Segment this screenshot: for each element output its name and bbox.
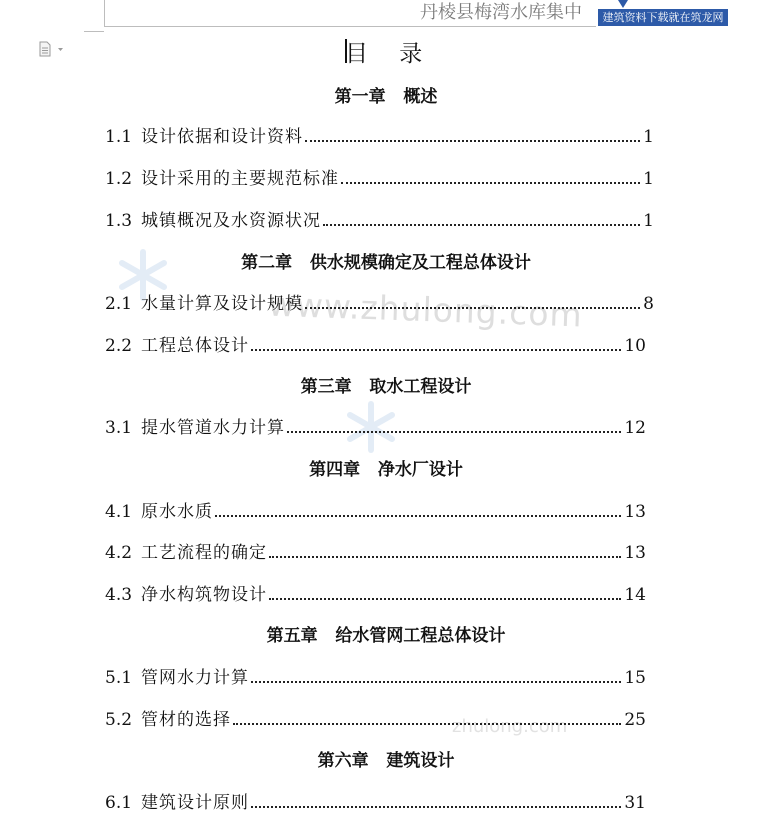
chapter-heading: 第六章 建筑设计	[317, 751, 455, 771]
toc-entry-number: 1.2	[105, 169, 133, 189]
toc-entry-page: 13	[624, 543, 646, 563]
toc-entry-title: 管网水力计算	[141, 668, 250, 688]
toc-entry[interactable]	[105, 538, 646, 562]
toc-entry-title: 设计采用的主要规范标准	[141, 169, 340, 189]
toc-entry-title: 净水构筑物设计	[141, 585, 268, 605]
chapter-heading: 第二章 供水规模确定及工程总体设计	[241, 253, 531, 273]
toc-entry-number: 2.1	[105, 294, 133, 314]
toc-entry-title: 城镇概况及水资源状况	[141, 211, 322, 231]
chapter-heading: 第三章 取水工程设计	[300, 377, 472, 397]
toc-entry-number: 2.2	[105, 336, 133, 356]
running-header: 丹棱县梅湾水库集中	[420, 2, 582, 23]
toc-entry[interactable]	[105, 413, 646, 437]
toc-entry[interactable]	[105, 788, 646, 812]
toc-entry-page: 12	[624, 418, 646, 438]
toc-entry-page: 10	[624, 336, 646, 356]
toc-dot-leader	[251, 349, 621, 351]
crop-mark-vertical	[104, 0, 105, 27]
toc-dot-leader	[269, 598, 621, 600]
toc-entry[interactable]	[105, 331, 646, 355]
toc-entry-page: 14	[624, 585, 646, 605]
logo-triangle-icon	[618, 0, 628, 8]
chapter-heading: 第五章 给水管网工程总体设计	[266, 626, 506, 646]
toc-entry-number: 1.3	[105, 211, 133, 231]
watermark-text: www.zhulong.com	[267, 284, 584, 335]
toc-entry-page: 1	[643, 211, 654, 231]
toc-entry[interactable]	[105, 206, 654, 230]
toc-entry-number: 3.1	[105, 418, 133, 438]
logo-banner: 建筑资料下载就在筑龙网	[598, 9, 728, 26]
toc-dot-leader	[251, 681, 621, 683]
toc-entry-page: 31	[624, 793, 646, 813]
chapter-heading: 第一章 概述	[334, 87, 438, 107]
toc-entry[interactable]	[105, 705, 646, 729]
toc-entry-title: 水量计算及设计规模	[141, 294, 304, 314]
toc-dot-leader	[287, 431, 621, 433]
toc-entry-page: 1	[643, 169, 654, 189]
toc-entry-title: 建筑设计原则	[141, 793, 250, 813]
toc-entry-number: 1.1	[105, 127, 133, 147]
toc-dot-leader	[305, 307, 640, 309]
toc-entry-number: 6.1	[105, 793, 133, 813]
toc-dot-leader	[269, 556, 621, 558]
toc-entry-number: 5.2	[105, 710, 133, 730]
toc-dot-leader	[305, 140, 640, 142]
toc-entry-number: 4.1	[105, 502, 133, 522]
toc-entry-page: 8	[643, 294, 654, 314]
toc-entry[interactable]	[105, 580, 646, 604]
toc-entry[interactable]	[105, 289, 654, 313]
toc-entry-title: 设计依据和设计资料	[141, 127, 304, 147]
document-paragraph-icon[interactable]	[38, 41, 66, 57]
toc-entry-page: 1	[643, 127, 654, 147]
toc-entry-page: 25	[624, 710, 646, 730]
toc-entry-number: 5.1	[105, 668, 133, 688]
toc-entry-number: 4.3	[105, 585, 133, 605]
toc-dot-leader	[215, 515, 621, 517]
toc-entry[interactable]	[105, 164, 654, 188]
toc-entry-title: 工程总体设计	[141, 336, 250, 356]
header-rule	[104, 26, 596, 27]
chapter-heading: 第四章 净水厂设计	[309, 460, 463, 480]
toc-dot-leader	[341, 182, 640, 184]
toc-entry-title: 管材的选择	[141, 710, 232, 730]
toc-entry-page: 13	[624, 502, 646, 522]
watermark-text-secondary: zhulong.com	[452, 716, 568, 737]
toc-entry[interactable]	[105, 497, 646, 521]
toc-entry-title: 提水管道水力计算	[141, 418, 286, 438]
toc-entry-number: 4.2	[105, 543, 133, 563]
crop-mark-horizontal	[84, 31, 104, 32]
toc-dot-leader	[233, 723, 621, 725]
toc-entry[interactable]	[105, 663, 646, 687]
toc-entry[interactable]	[105, 122, 654, 146]
toc-entry-page: 15	[624, 668, 646, 688]
toc-dot-leader	[251, 806, 621, 808]
toc-dot-leader	[323, 224, 640, 226]
toc-entry-title: 工艺流程的确定	[141, 543, 268, 563]
toc-entry-title: 原水水质	[141, 502, 214, 522]
page-title: 目 录	[345, 41, 435, 67]
